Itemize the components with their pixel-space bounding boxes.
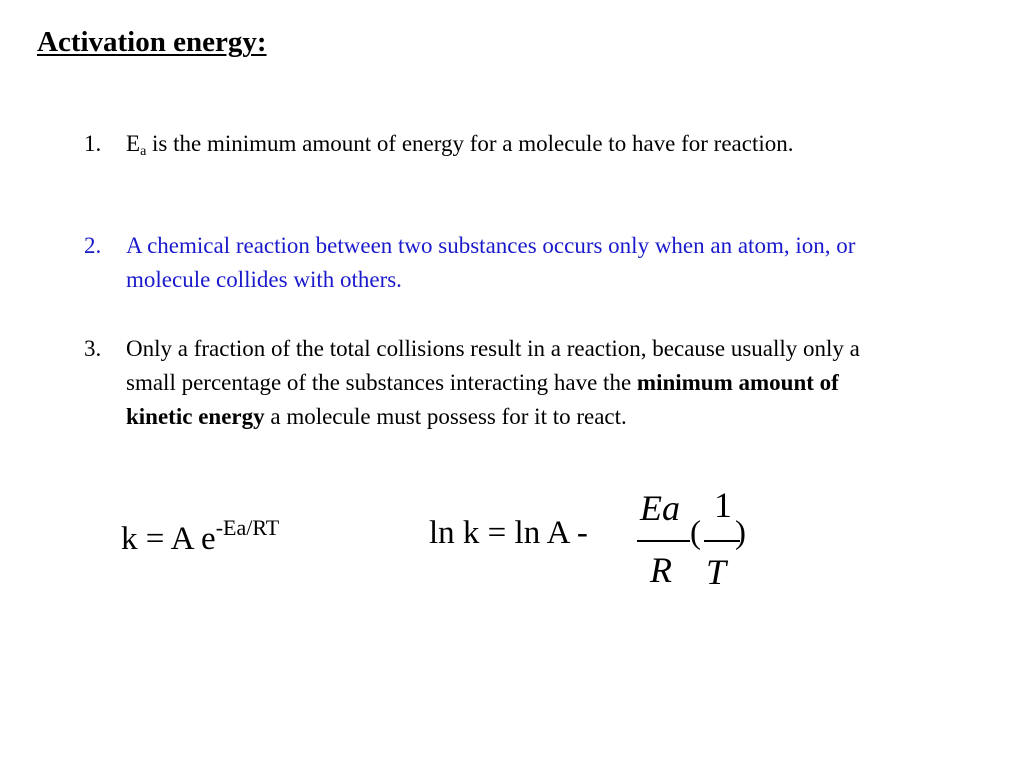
close-parenthesis: ): [735, 515, 746, 551]
open-parenthesis: (: [690, 515, 701, 551]
list-item-3: [84, 332, 904, 434]
fraction-bar-ea-r: [637, 540, 690, 542]
fraction-one-numerator: 1: [714, 485, 732, 525]
ea-symbol: E: [126, 131, 141, 156]
item-text: [126, 127, 904, 169]
item-text: [126, 332, 904, 434]
list-item-2: [84, 229, 904, 297]
fraction-t-denominator: T: [706, 552, 727, 592]
fraction-ea-numerator: Ea: [640, 488, 680, 528]
arrhenius-base: k = A e: [121, 521, 216, 557]
item-3-text-before: Only a fraction of the total collisions result in a reaction, because usually only a small percentage of the substances interacting have the: [126, 336, 860, 395]
item-2-text: A chemical reaction between two substances occurs only when an atom, ion, or molecule collides with others.: [126, 233, 856, 292]
item-number: 1.: [84, 131, 102, 156]
item-3-text-bold: minimum amount of kinetic energy: [126, 370, 839, 429]
item-number: 2.: [84, 233, 102, 258]
arrhenius-equation: [121, 515, 279, 558]
item-1-text: is the minimum amount of energy for a molecule to have for reaction.: [146, 131, 794, 156]
item-number: 3.: [84, 336, 102, 361]
ea-subscript: a: [140, 144, 147, 159]
fraction-r-denominator: R: [650, 550, 672, 590]
list-item-1: [84, 127, 904, 169]
ln-equation-lhs: ln k = ln A -: [429, 515, 588, 551]
arrhenius-exponent: -Ea/RT: [215, 515, 280, 540]
slide-title: Activation energy:: [37, 26, 267, 58]
item-3-text-after: a molecule must possess for it to react.: [264, 404, 627, 429]
